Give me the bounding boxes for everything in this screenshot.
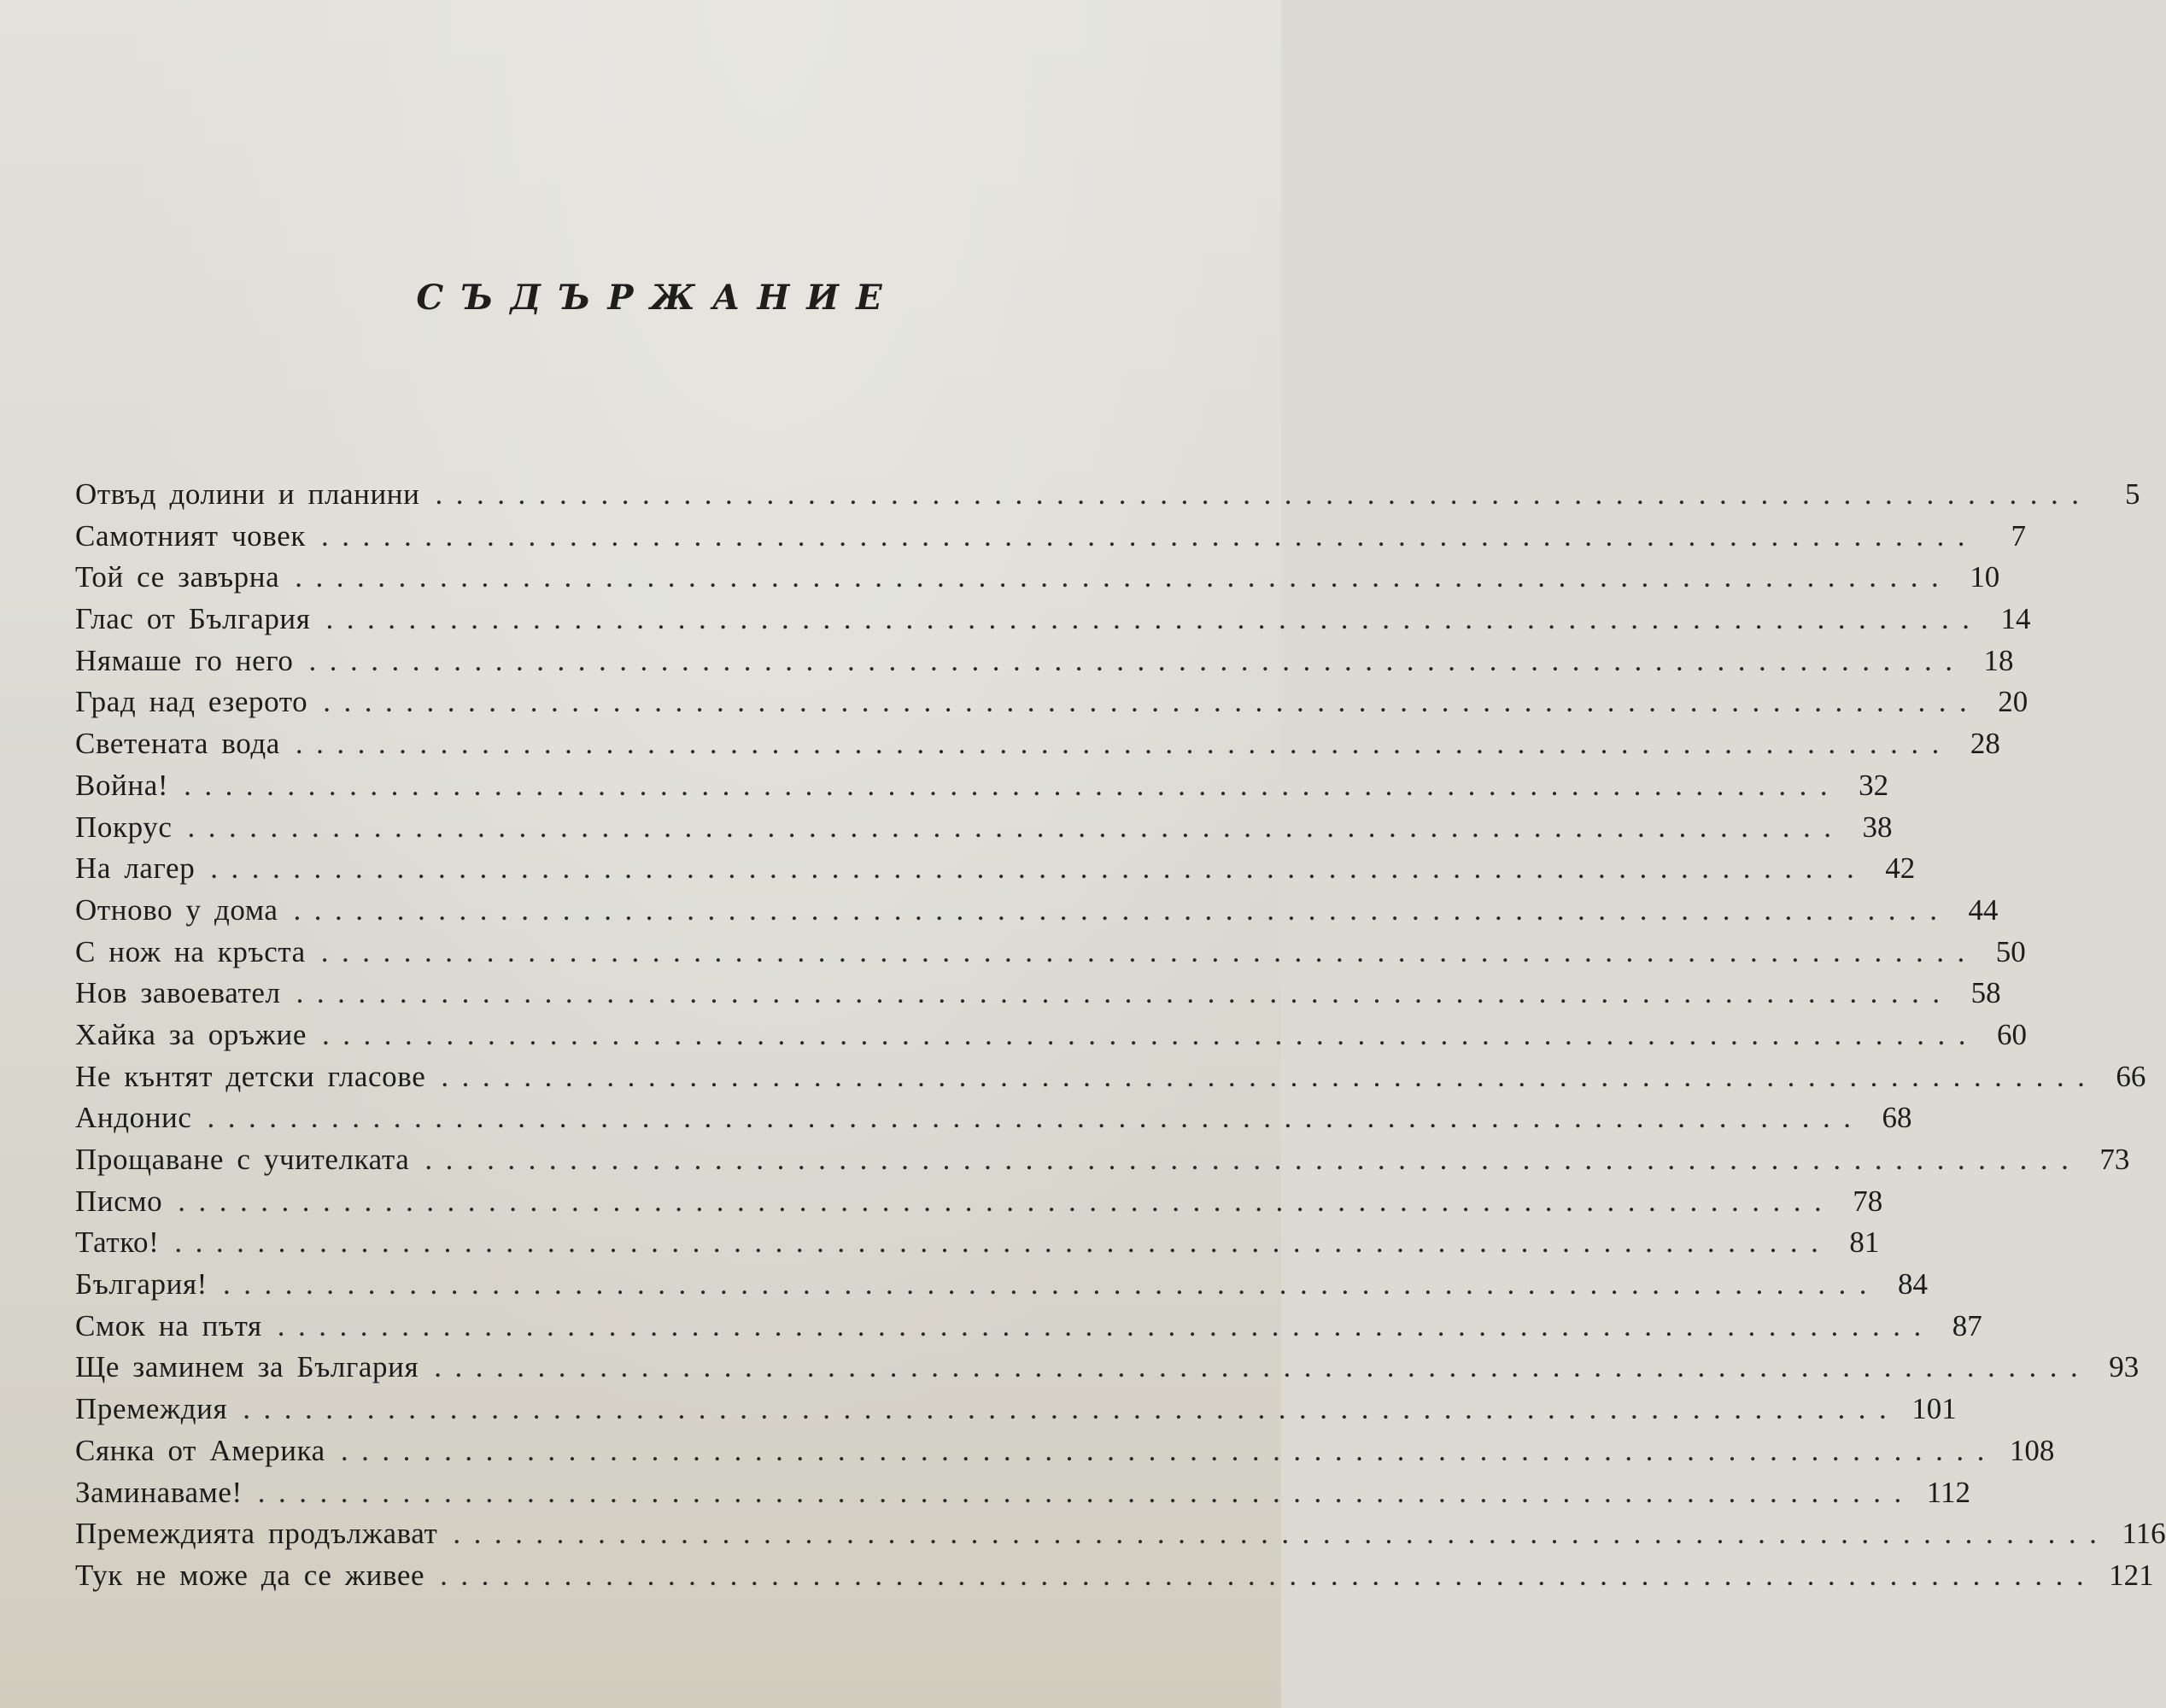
toc-entry: [75, 973, 2001, 1015]
toc-entry: [75, 1097, 1912, 1139]
toc-entry: [75, 516, 2026, 558]
toc-entry: [75, 890, 1999, 932]
toc-entry: [75, 474, 2140, 516]
toc-entry-page-number: 93: [2109, 1350, 2140, 1384]
dot-leader: ................................................................................: [320, 934, 1978, 968]
toc-entry: [75, 1472, 1970, 1514]
toc-entry: [75, 1181, 1883, 1223]
toc-entry-title: Премеждия: [75, 1392, 228, 1426]
toc-entry-title: Андонис: [75, 1101, 192, 1135]
dot-leader: ................................................................................: [184, 768, 1841, 802]
dot-leader: ................................................................................: [174, 1225, 1832, 1260]
toc-entry: [75, 1430, 2055, 1472]
toc-entry-title: Татко!: [75, 1225, 160, 1260]
dot-leader: ................................................................................: [424, 1143, 2082, 1176]
toc-entry-title: Отвъд долини и планини: [75, 477, 420, 511]
toc-entry-title: Тук не може да се живее: [75, 1558, 425, 1592]
toc-entry: [75, 599, 2031, 640]
toc-entry-page-number: 5: [2124, 477, 2140, 511]
toc-entry: [75, 1056, 2146, 1098]
dot-leader: ................................................................................: [325, 602, 1983, 636]
dot-leader: ................................................................................: [295, 560, 1952, 594]
toc-entry-title: Самотният човек: [75, 518, 306, 553]
dot-leader: ................................................................................: [207, 1101, 1865, 1135]
toc-entry-page-number: 73: [2099, 1143, 2130, 1176]
toc-entry-page-number: 84: [1897, 1267, 1928, 1301]
toc-entry: [75, 807, 1893, 849]
toc-entry-title: Премеждията продължават: [75, 1517, 438, 1551]
toc-entry: [75, 723, 2000, 765]
toc-entry-page-number: 14: [2000, 602, 2031, 636]
toc-entry-page-number: 38: [1862, 810, 1893, 844]
toc-entry-page-number: 32: [1859, 768, 1889, 802]
toc-entry-title: Нямаше го него: [75, 643, 294, 677]
toc-entry-page-number: 68: [1882, 1101, 1912, 1135]
toc-entry-page-number: 18: [1983, 643, 2014, 677]
dot-leader: ................................................................................: [277, 1308, 1935, 1342]
toc-entry-page-number: 7: [2011, 518, 2026, 553]
toc-entry-page-number: 10: [1970, 560, 2000, 594]
toc-entry-page-number: 101: [1911, 1392, 1957, 1426]
toc-entry-page-number: 112: [1926, 1475, 1970, 1509]
toc-entry-page-number: 42: [1885, 851, 1916, 886]
toc-entry-title: Заминаваме!: [75, 1475, 243, 1509]
dot-leader: ................................................................................: [434, 1350, 2092, 1384]
toc-entry: [75, 1015, 2027, 1056]
toc-entry: [75, 1139, 2130, 1181]
dot-leader: ................................................................................: [441, 1059, 2099, 1093]
dot-leader: ................................................................................: [257, 1475, 1915, 1509]
toc-entry-page-number: 116: [2122, 1517, 2166, 1551]
toc-entry-title: Война!: [75, 768, 169, 802]
toc-entry-title: Нов завоевател: [75, 976, 281, 1010]
toc-entry: [75, 1347, 2140, 1389]
toc-entry-title: България!: [75, 1267, 208, 1301]
toc-entry-title: Светената вода: [75, 727, 280, 761]
toc-entry: [75, 1513, 2166, 1555]
toc-entry-page-number: 66: [2116, 1059, 2146, 1093]
dot-leader: ................................................................................: [222, 1267, 1880, 1301]
dot-leader: ................................................................................: [243, 1392, 1900, 1426]
dot-leader: ................................................................................: [296, 976, 1953, 1010]
toc-entry: [75, 932, 2026, 974]
dot-leader: ................................................................................: [340, 1433, 1998, 1467]
toc-entry: [75, 640, 2014, 682]
toc-entry-title: Прощаване с учителката: [75, 1143, 410, 1176]
dot-leader: ................................................................................: [320, 518, 1978, 553]
toc-entry: [75, 1389, 1957, 1430]
dot-leader: ................................................................................: [440, 1558, 2098, 1592]
toc-entry: [75, 765, 1889, 807]
dot-leader: ................................................................................: [453, 1517, 2110, 1551]
toc-entry: [75, 848, 1916, 890]
toc-entry-title: Смок на пътя: [75, 1308, 262, 1342]
toc-entry-page-number: 50: [1995, 934, 2026, 968]
dot-leader: ................................................................................: [321, 1017, 1979, 1051]
dot-leader: ................................................................................: [187, 810, 1845, 844]
toc-entry-page-number: 60: [1996, 1017, 2027, 1051]
toc-entry-page-number: 121: [2109, 1558, 2154, 1592]
toc-entry: [75, 1555, 2154, 1597]
toc-entry: [75, 1264, 1928, 1306]
toc-entry-page-number: 78: [1853, 1184, 1883, 1218]
toc-entry-title: Той се завърна: [75, 560, 280, 594]
toc-entry-title: Не кънтят детски гласове: [75, 1059, 426, 1093]
toc-entry-page-number: 58: [1970, 976, 2001, 1010]
toc-entry-title: Глас от България: [75, 602, 311, 636]
table-of-contents: [75, 474, 2166, 1597]
dot-leader: ................................................................................: [435, 477, 2093, 511]
toc-entry-title: С нож на кръста: [75, 934, 306, 968]
page-title: СЪДЪРЖАНИЕ: [416, 278, 899, 318]
dot-leader: ................................................................................: [295, 727, 1952, 761]
toc-entry-page-number: 108: [2009, 1433, 2055, 1467]
toc-entry-page-number: 81: [1849, 1225, 1880, 1260]
toc-entry: [75, 681, 2028, 723]
toc-entry: [75, 1306, 1982, 1348]
toc-entry-title: Покрус: [75, 810, 173, 844]
toc-entry: [75, 1222, 1880, 1264]
dot-leader: ................................................................................: [293, 892, 1951, 927]
toc-entry-title: Сянка от Америка: [75, 1433, 325, 1467]
toc-entry-title: Отново у дома: [75, 892, 278, 927]
toc-entry-title: На лагер: [75, 851, 196, 886]
dot-leader: ................................................................................: [323, 685, 1981, 719]
toc-entry-page-number: 20: [1998, 685, 2028, 719]
dot-leader: ................................................................................: [308, 643, 1966, 677]
dot-leader: ................................................................................: [210, 851, 1868, 886]
toc-entry-title: Хайка за оръжие: [75, 1017, 307, 1051]
toc-entry-title: Писмо: [75, 1184, 163, 1218]
toc-entry-page-number: 87: [1952, 1308, 1982, 1342]
toc-entry: [75, 557, 2000, 599]
toc-entry-title: Град над езерото: [75, 685, 308, 719]
toc-entry-page-number: 28: [1970, 727, 2000, 761]
toc-entry-page-number: 44: [1968, 892, 1999, 927]
dot-leader: ................................................................................: [178, 1184, 1835, 1218]
toc-entry-title: Ще заминем за България: [75, 1350, 419, 1384]
